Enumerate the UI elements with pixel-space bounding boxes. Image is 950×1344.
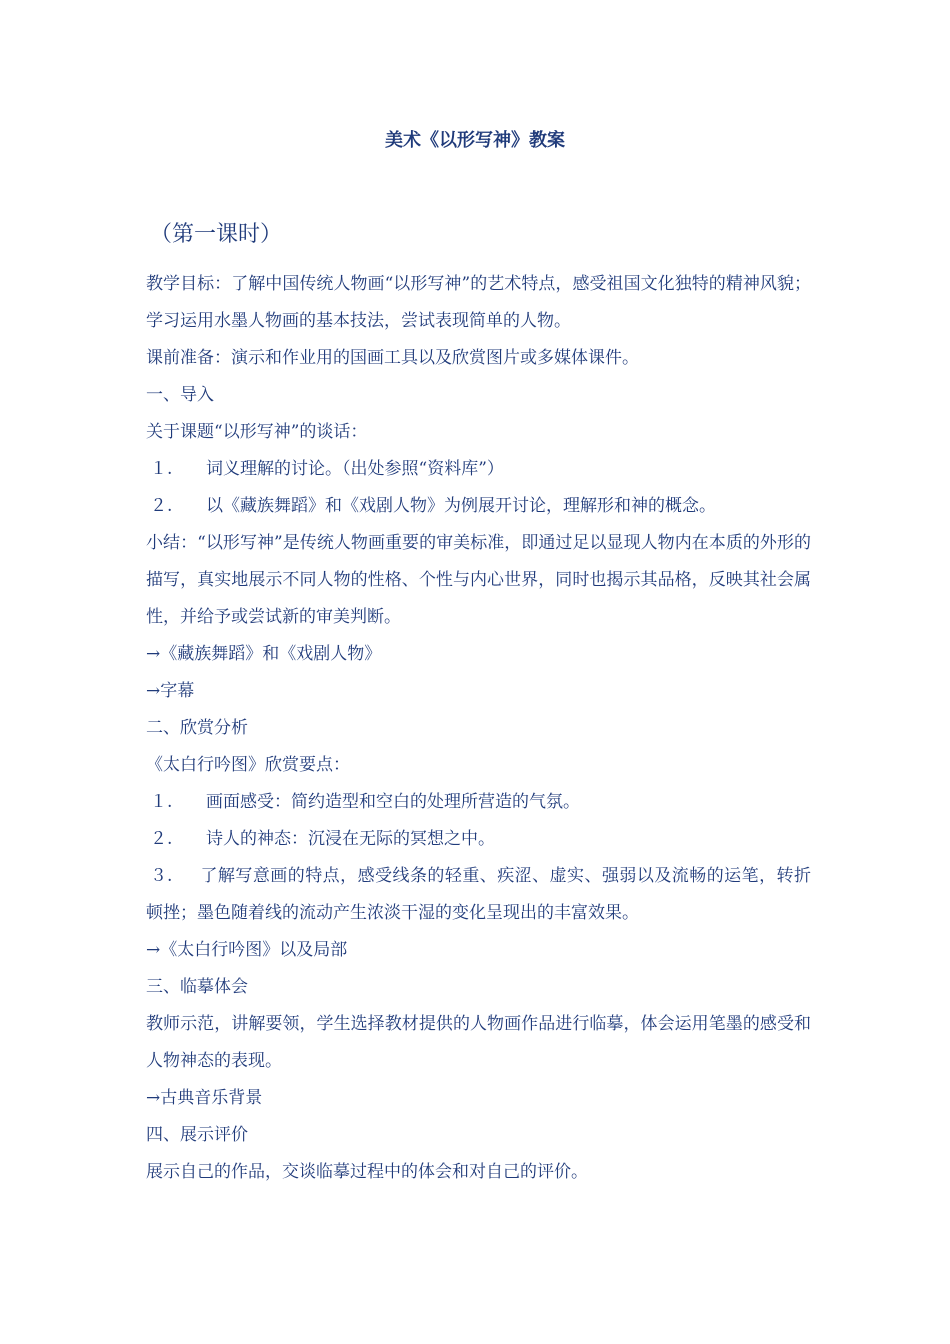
display-text: 展示自己的作品，交谈临摹过程中的体会和对自己的评价。 xyxy=(146,1162,588,1182)
document-body xyxy=(146,266,811,1191)
section-heading-display: 四、展示评价 xyxy=(146,1125,248,1145)
media-note: →《藏族舞蹈》和《戏剧人物》 xyxy=(146,644,382,664)
preparation: 课前准备：演示和作业用的国画工具以及欣赏图片或多媒体课件。 xyxy=(146,348,639,368)
list-item xyxy=(146,451,811,488)
summary: 小结：“以形写神”是传统人物画重要的审美标准，即通过足以显现人物内在本质的外形的描写，真实地展示不同人物的性格、个性与内心世界，同时也揭示其品格，反映其社会属性，并给予或尝试新的审美判断。 xyxy=(146,533,811,627)
list-text: 词义理解的讨论。（出处参照“资料库”） xyxy=(206,459,504,479)
list-item xyxy=(146,488,811,525)
section-heading-intro: 一、导入 xyxy=(146,385,214,405)
appreciation-intro: 《太白行吟图》欣赏要点： xyxy=(146,755,350,775)
list-item xyxy=(146,821,811,858)
teaching-goal: 教学目标：了解中国传统人物画“以形写神”的艺术特点，感受祖国文化独特的精神风貌；学习运用水墨人物画的基本技法，尝试表现简单的人物。 xyxy=(146,274,811,331)
copy-text: 教师示范，讲解要领，学生选择教材提供的人物画作品进行临摹，体会运用笔墨的感受和人物神态的表现。 xyxy=(146,1014,811,1071)
list-number: １. xyxy=(150,792,173,812)
section-heading-appreciation: 二、欣赏分析 xyxy=(146,718,248,738)
section-heading-copy: 三、临摹体会 xyxy=(146,977,248,997)
media-note: →字幕 xyxy=(146,681,195,701)
intro-text: 关于课题“以形写神”的谈话： xyxy=(146,422,368,442)
list-item xyxy=(146,858,811,932)
list-number: ２. xyxy=(150,496,173,516)
media-note: →《太白行吟图》以及局部 xyxy=(146,940,348,960)
document-title: 美术《以形写神》教案 xyxy=(385,130,565,151)
list-text: 以《藏族舞蹈》和《戏剧人物》为例展开讨论，理解形和神的概念。 xyxy=(206,496,716,516)
media-note: →古典音乐背景 xyxy=(146,1088,263,1108)
list-item xyxy=(146,784,811,821)
list-text: 诗人的神态：沉浸在无际的冥想之中。 xyxy=(206,829,495,849)
list-number: ２. xyxy=(150,829,173,849)
list-text: 画面感受：简约造型和空白的处理所营造的气氛。 xyxy=(206,792,580,812)
list-number: １. xyxy=(150,459,173,479)
lesson-period: （第一课时） xyxy=(150,222,283,247)
list-number: ３. xyxy=(150,866,173,886)
list-text: 了解写意画的特点，感受线条的轻重、疾涩、虚实、强弱以及流畅的运笔，转折顿挫；墨色随着线的流动产生浓淡干湿的变化呈现出的丰富效果。 xyxy=(146,866,811,923)
